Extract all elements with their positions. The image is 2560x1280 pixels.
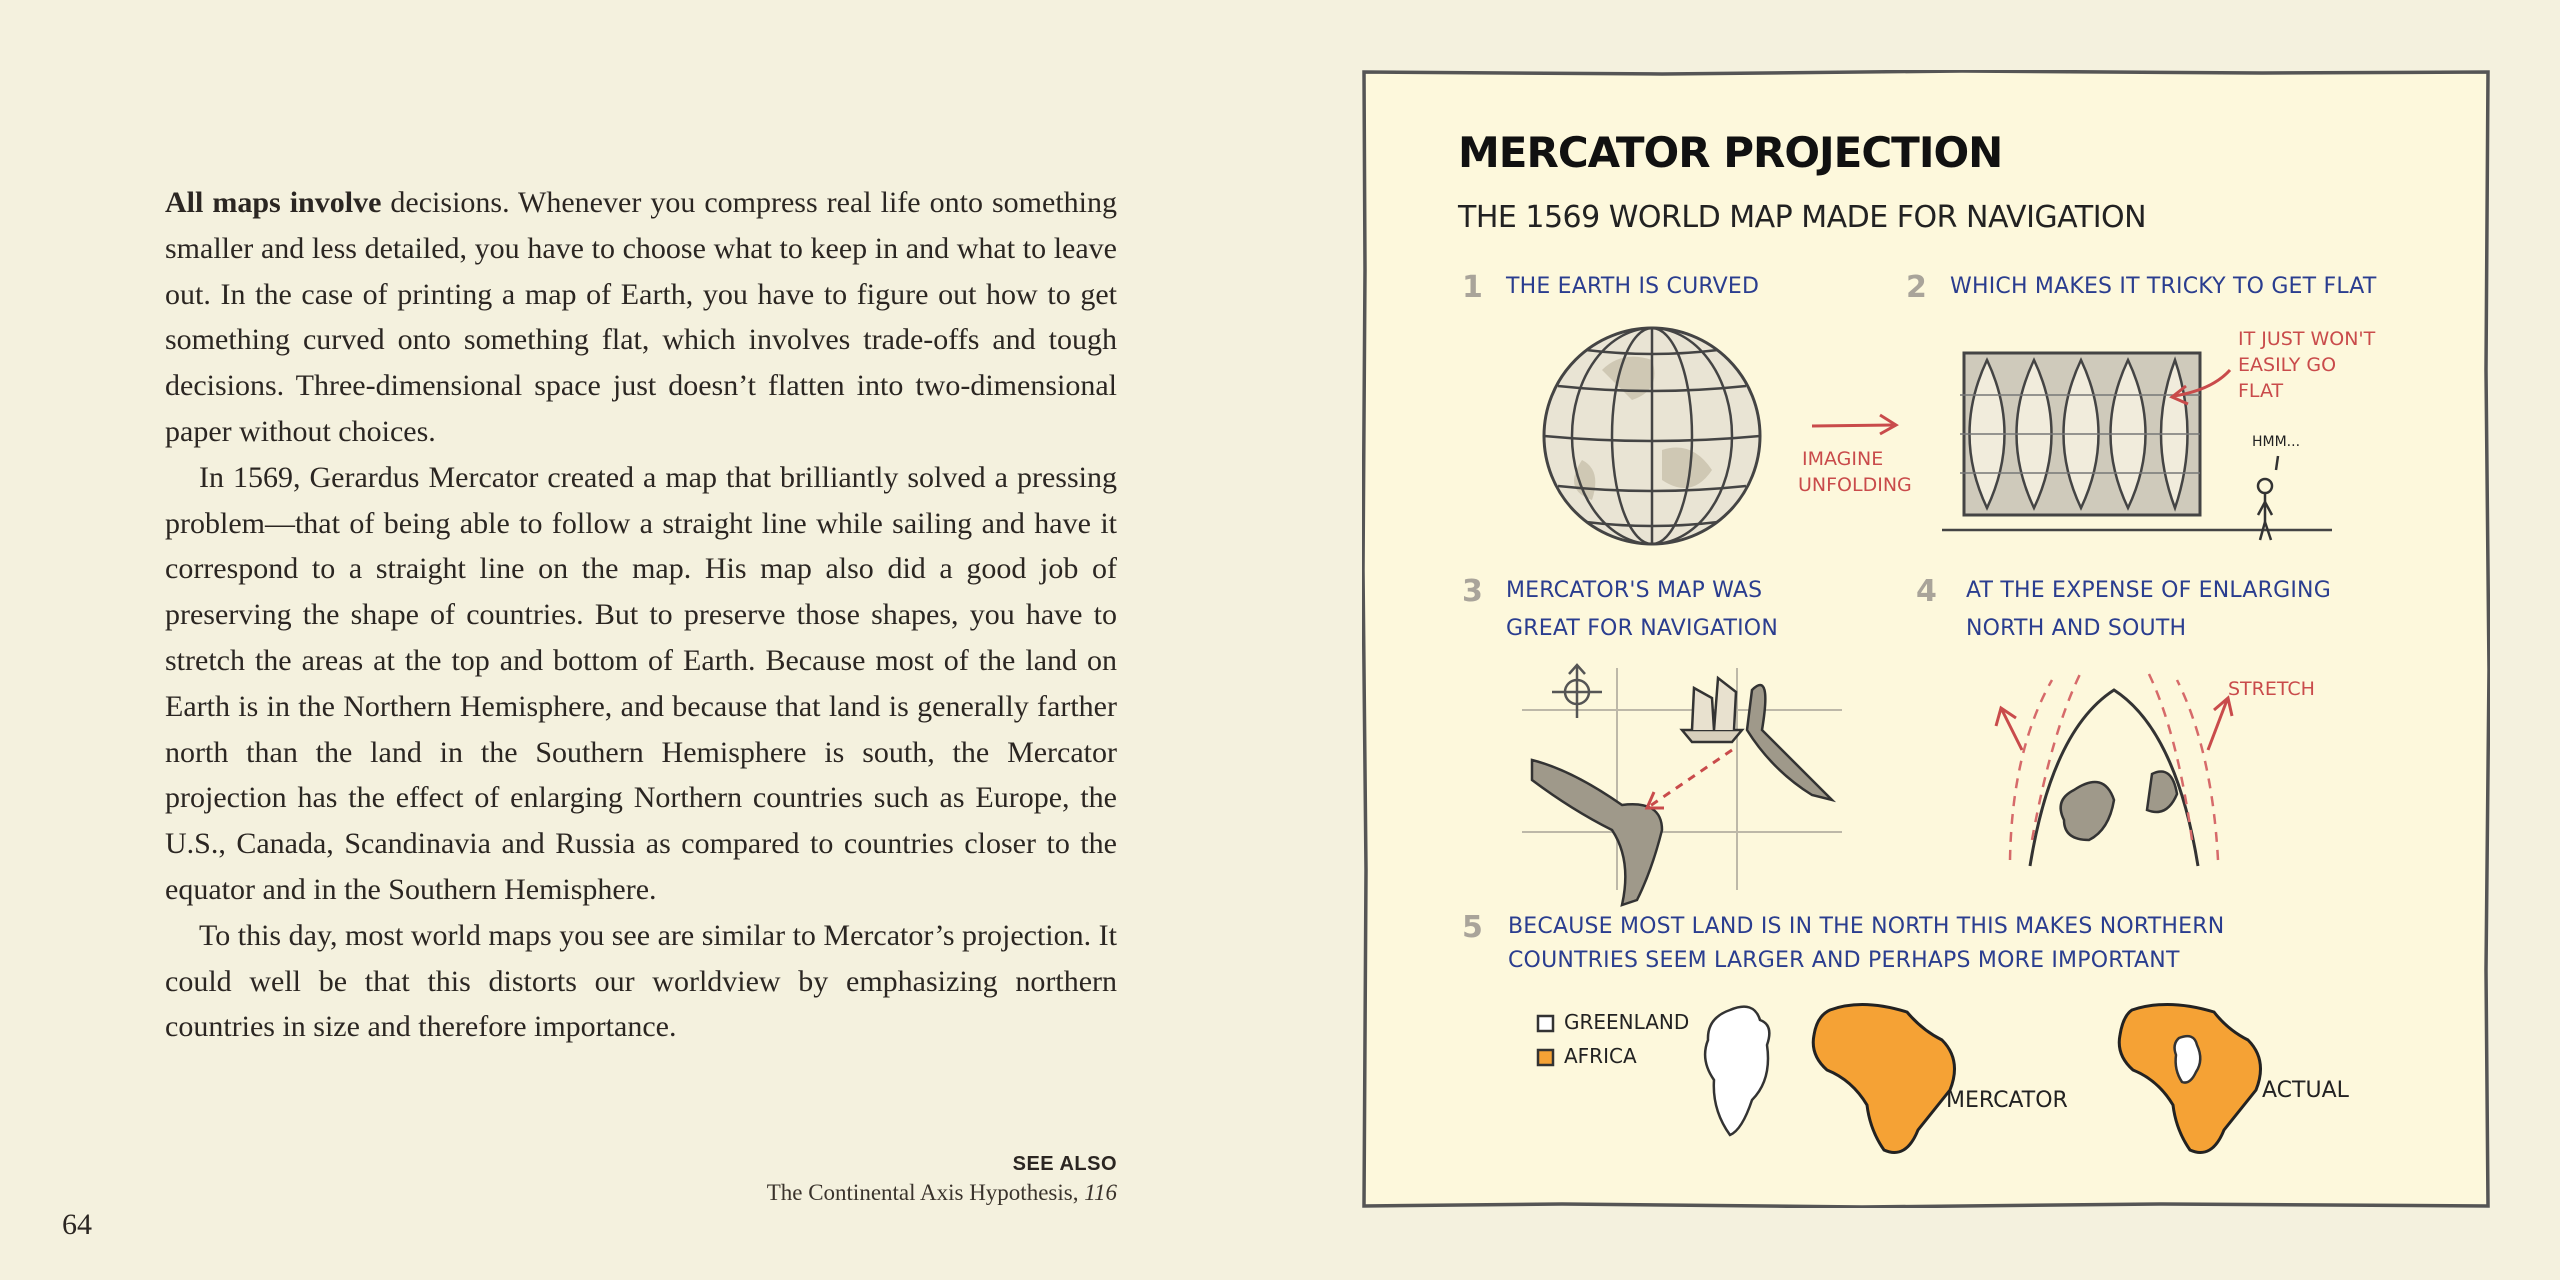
step-2-caption: WHICH MAKES IT TRICKY TO GET FLAT	[1950, 274, 2377, 299]
step-1-number: 1	[1462, 270, 1483, 305]
mercator-illustration	[1362, 70, 2490, 1208]
imagine-note-line-1: IMAGINE	[1802, 448, 1884, 470]
globe-drawing	[1544, 328, 1760, 544]
step-5-number: 5	[1462, 910, 1483, 945]
step-4-number: 4	[1916, 574, 1937, 609]
mercator-label: MERCATOR	[1946, 1088, 2068, 1113]
step-5-caption-line-1: BECAUSE MOST LAND IS IN THE NORTH THIS MAKES NORTHERN	[1508, 914, 2225, 939]
flat-note-line-2: EASILY GO	[2238, 354, 2337, 376]
see-also-reference[interactable]	[767, 1178, 1117, 1208]
body-text	[165, 180, 1117, 1050]
hmm-note: HMM...	[2252, 434, 2301, 450]
paragraph-1	[165, 180, 1117, 455]
step-3-number: 3	[1462, 574, 1483, 609]
illustration-title: MERCATOR PROJECTION	[1458, 128, 2003, 177]
lead-in: All maps involve	[165, 186, 382, 219]
actual-label: ACTUAL	[2262, 1078, 2349, 1103]
see-also-title: The Continental Axis Hypothesis,	[766, 1180, 1079, 1205]
paragraph-1-text: decisions. Whenever you compress real life onto something smaller and less detailed, you have to choose what to keep in and what to leave out. In the case of printing a map of Earth, you have to figure out how to get something curved onto something flat, which involves trade-offs and tough decisions. Three-dimensional space just doesn’t flatten into two-dimensional paper without choices.	[165, 186, 1117, 448]
flat-note-line-3: FLAT	[2238, 380, 2284, 402]
legend-greenland-label: GREENLAND	[1564, 1010, 1690, 1034]
flat-note-line-1: IT JUST WON'T	[2238, 328, 2376, 350]
step-3-caption-line-2: GREAT FOR NAVIGATION	[1506, 616, 1778, 641]
step-5-caption-line-2: COUNTRIES SEEM LARGER AND PERHAPS MORE IMPORTANT	[1508, 948, 2180, 973]
stretch-note: STRETCH	[2228, 678, 2315, 700]
see-also-label: SEE ALSO	[1012, 1153, 1117, 1175]
step-2-number: 2	[1906, 270, 1927, 305]
step-1-caption: THE EARTH IS CURVED	[1506, 274, 1760, 299]
paragraph-3: To this day, most world maps you see are similar to Mercator’s projection. It could well be that this distorts our worldview by emphasizing northern countries in size and therefore importance.	[165, 918, 1117, 1044]
imagine-note-line-2: UNFOLDING	[1798, 474, 1912, 496]
step-4-caption-line-1: AT THE EXPENSE OF ENLARGING	[1966, 578, 2331, 603]
step-3-caption-line-1: MERCATOR'S MAP WAS	[1506, 578, 1763, 603]
illustration-subtitle: THE 1569 WORLD MAP MADE FOR NAVIGATION	[1458, 200, 2147, 235]
see-also	[767, 1150, 1117, 1208]
see-also-page: 116	[1084, 1180, 1117, 1205]
legend-africa-label: AFRICA	[1564, 1044, 1637, 1068]
legend-africa-swatch	[1538, 1050, 1553, 1065]
page-number: 64	[62, 1208, 92, 1241]
legend-greenland-swatch	[1538, 1016, 1553, 1031]
step-4-caption-line-2: NORTH AND SOUTH	[1966, 616, 2187, 641]
paragraph-2: In 1569, Gerardus Mercator created a map that brilliantly solved a pressing problem—that of being able to follow a straight line while sailing and have it correspond to a straight line on the map. His map also did a good job of preserving the shape of countries. But to preserve those shapes, you have to stretch the areas at the top and bottom of Earth. Because most of the land on Earth is in the Northern Hemisphere, and because that land is generally farther north than the land in the Southern Hemisphere is south, the Mercator projection has the effect of enlarging Northern countries such as Europe, the U.S., Canada, Scandinavia and Russia as compared to countries closer to the equator and in the Southern Hemisphere.	[165, 460, 1117, 906]
